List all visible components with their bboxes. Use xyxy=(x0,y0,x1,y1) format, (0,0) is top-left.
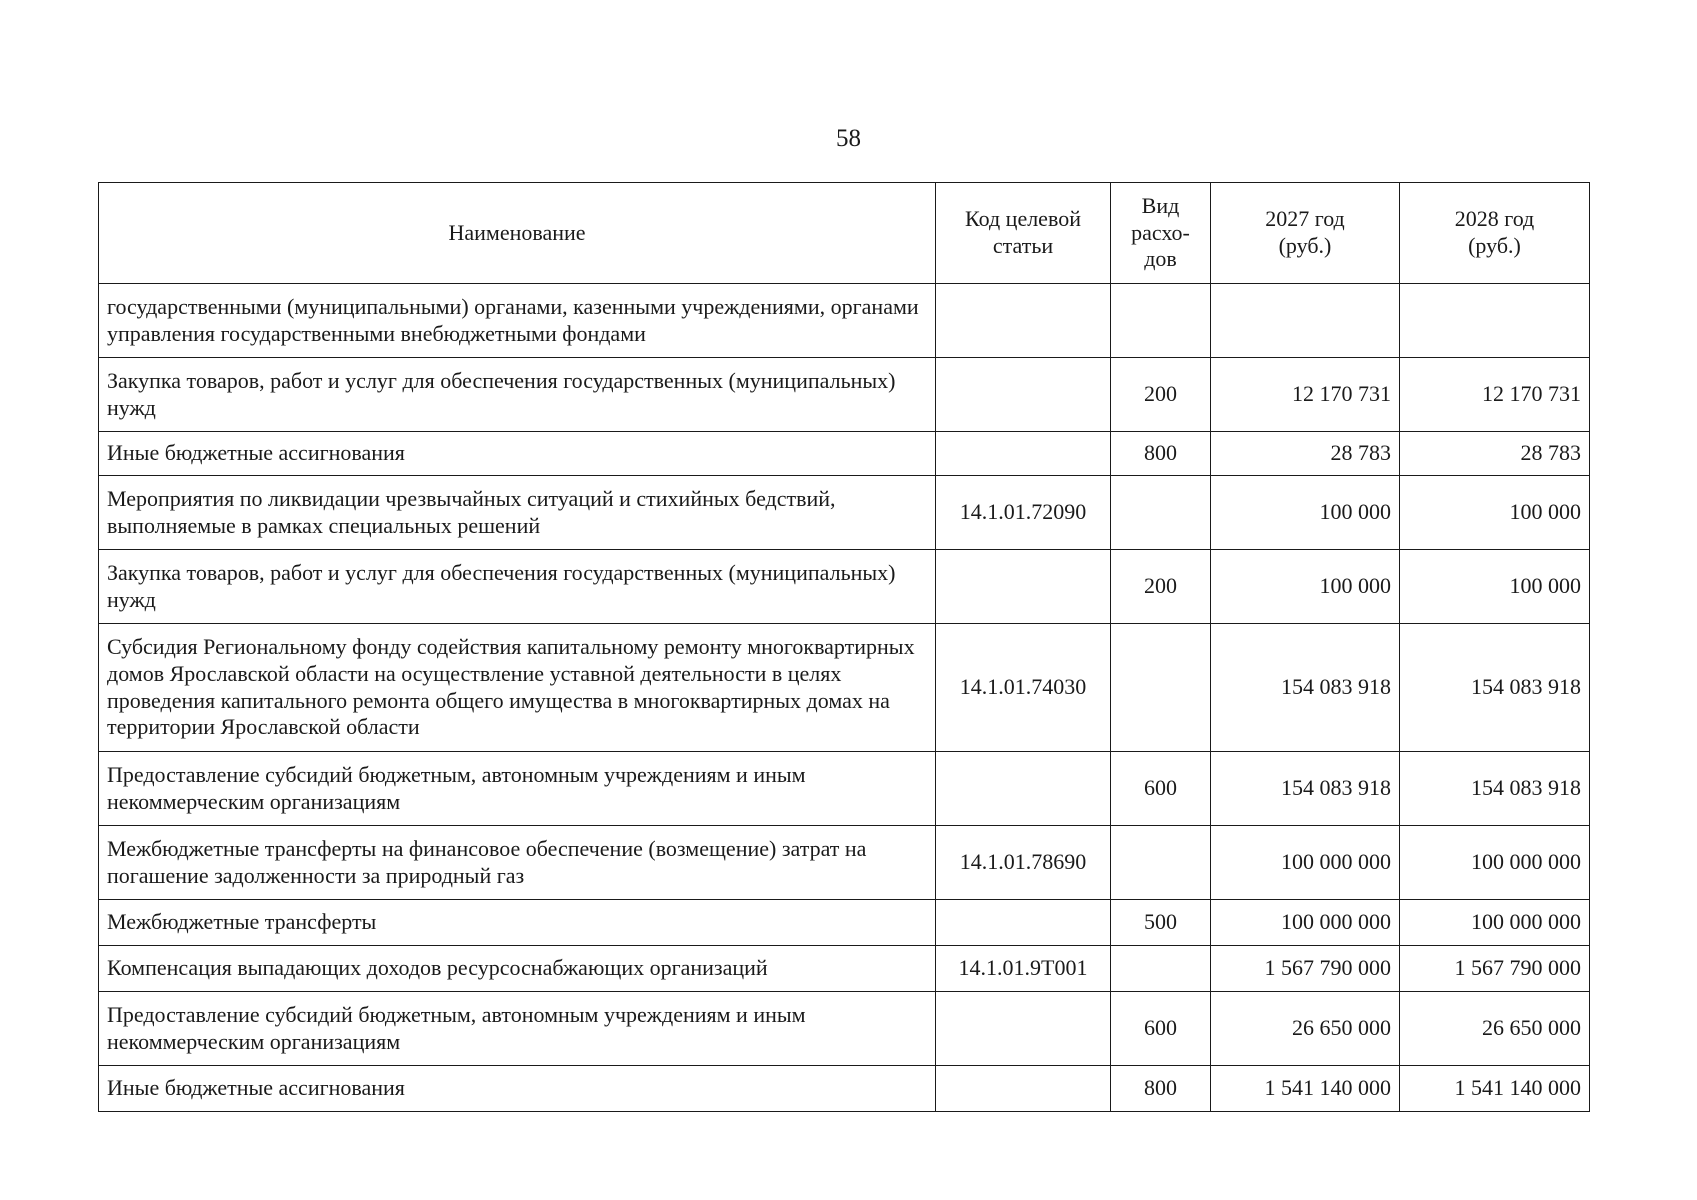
row-2027: 154 083 918 xyxy=(1211,752,1400,826)
row-name: Закупка товаров, работ и услуг для обеспечения государственных (муниципальных) нужд xyxy=(99,358,936,432)
row-2027: 1 567 790 000 xyxy=(1211,946,1400,992)
header-2028-line2: (руб.) xyxy=(1468,233,1521,258)
row-2027: 154 083 918 xyxy=(1211,624,1400,752)
row-type: 600 xyxy=(1111,752,1211,826)
row-2028: 100 000 000 xyxy=(1400,900,1590,946)
table-row xyxy=(99,752,1590,826)
row-2027: 100 000 xyxy=(1211,550,1400,624)
header-2028-line1: 2028 год xyxy=(1454,206,1535,232)
row-code xyxy=(936,550,1111,624)
row-code xyxy=(936,992,1111,1066)
row-code xyxy=(936,432,1111,476)
row-2027 xyxy=(1211,284,1400,358)
row-2027: 28 783 xyxy=(1211,432,1400,476)
row-type: 800 xyxy=(1111,432,1211,476)
header-2027-line2: (руб.) xyxy=(1278,233,1332,258)
row-name: государственными (муниципальными) органами, казенными учреждениями, органами управления государственными внебюджетными фондами xyxy=(99,284,936,358)
row-2028: 154 083 918 xyxy=(1400,752,1590,826)
row-type xyxy=(1111,476,1211,550)
row-2027: 100 000 000 xyxy=(1211,900,1400,946)
row-name: Субсидия Региональному фонду содействия капитальному ремонту многоквартирных домов Ярославской области на осуществление уставной деятельности в целях проведения капитального ремонта общего имущества в многоквартирных домах на территории Ярославской области xyxy=(99,624,936,752)
header-code-line2: статьи xyxy=(992,233,1054,258)
row-type xyxy=(1111,284,1211,358)
row-name: Межбюджетные трансферты xyxy=(99,900,936,946)
row-2027: 100 000 000 xyxy=(1211,826,1400,900)
row-type xyxy=(1111,946,1211,992)
row-type: 200 xyxy=(1111,550,1211,624)
budget-table xyxy=(98,182,1590,1112)
row-2027: 1 541 140 000 xyxy=(1211,1066,1400,1112)
row-2028: 12 170 731 xyxy=(1400,358,1590,432)
header-name xyxy=(99,183,936,284)
row-code xyxy=(936,1066,1111,1112)
table-row xyxy=(99,550,1590,624)
row-type xyxy=(1111,624,1211,752)
row-name: Межбюджетные трансферты на финансовое обеспечение (возмещение) затрат на погашение задолженности за природный газ xyxy=(99,826,936,900)
row-type xyxy=(1111,826,1211,900)
row-2028: 100 000 xyxy=(1400,550,1590,624)
table-row xyxy=(99,946,1590,992)
row-2028: 26 650 000 xyxy=(1400,992,1590,1066)
row-type: 600 xyxy=(1111,992,1211,1066)
header-type-line1: Вид xyxy=(1141,192,1180,218)
row-2028: 1 567 790 000 xyxy=(1400,946,1590,992)
row-name: Мероприятия по ликвидации чрезвычайных ситуаций и стихийных бедствий, выполняемые в рамках специальных решений xyxy=(99,476,936,550)
row-code xyxy=(936,752,1111,826)
header-2027-line1: 2027 год xyxy=(1265,206,1345,232)
header-name-text: Наименование xyxy=(448,219,586,245)
row-2028: 100 000 xyxy=(1400,476,1590,550)
row-code: 14.1.01.78690 xyxy=(936,826,1111,900)
table-row xyxy=(99,1066,1590,1112)
row-code: 14.1.01.74030 xyxy=(936,624,1111,752)
row-type: 500 xyxy=(1111,900,1211,946)
row-2028: 28 783 xyxy=(1400,432,1590,476)
header-type-line2: расхо- xyxy=(1131,219,1190,245)
row-name: Иные бюджетные ассигнования xyxy=(99,1066,936,1112)
table-header-row xyxy=(99,183,1590,284)
row-2028 xyxy=(1400,284,1590,358)
row-code: 14.1.01.9Т001 xyxy=(936,946,1111,992)
table-row xyxy=(99,992,1590,1066)
row-name: Предоставление субсидий бюджетным, автономным учреждениям и иным некоммерческим организациям xyxy=(99,752,936,826)
table-row xyxy=(99,284,1590,358)
row-2027: 100 000 xyxy=(1211,476,1400,550)
row-code xyxy=(936,358,1111,432)
row-name: Закупка товаров, работ и услуг для обеспечения государственных (муниципальных) нужд xyxy=(99,550,936,624)
row-type: 200 xyxy=(1111,358,1211,432)
row-code: 14.1.01.72090 xyxy=(936,476,1111,550)
row-name: Предоставление субсидий бюджетным, автономным учреждениям и иным некоммерческим организациям xyxy=(99,992,936,1066)
table-row xyxy=(99,358,1590,432)
table-row xyxy=(99,432,1590,476)
row-2028: 1 541 140 000 xyxy=(1400,1066,1590,1112)
page-number: 58 xyxy=(836,125,861,152)
table-row xyxy=(99,624,1590,752)
header-2028 xyxy=(1400,183,1590,284)
table-row xyxy=(99,476,1590,550)
row-name: Иные бюджетные ассигнования xyxy=(99,432,936,476)
header-code-line1: Код целевой xyxy=(965,206,1081,232)
row-code xyxy=(936,900,1111,946)
row-name: Компенсация выпадающих доходов ресурсоснабжающих организаций xyxy=(99,946,936,992)
row-type: 800 xyxy=(1111,1066,1211,1112)
row-2027: 26 650 000 xyxy=(1211,992,1400,1066)
row-code xyxy=(936,284,1111,358)
row-2028: 154 083 918 xyxy=(1400,624,1590,752)
header-code xyxy=(936,183,1111,284)
header-2027 xyxy=(1211,183,1400,284)
table-row xyxy=(99,900,1590,946)
header-type xyxy=(1111,183,1211,284)
table-row xyxy=(99,826,1590,900)
row-2027: 12 170 731 xyxy=(1211,358,1400,432)
row-2028: 100 000 000 xyxy=(1400,826,1590,900)
header-type-line3: дов xyxy=(1144,246,1177,272)
